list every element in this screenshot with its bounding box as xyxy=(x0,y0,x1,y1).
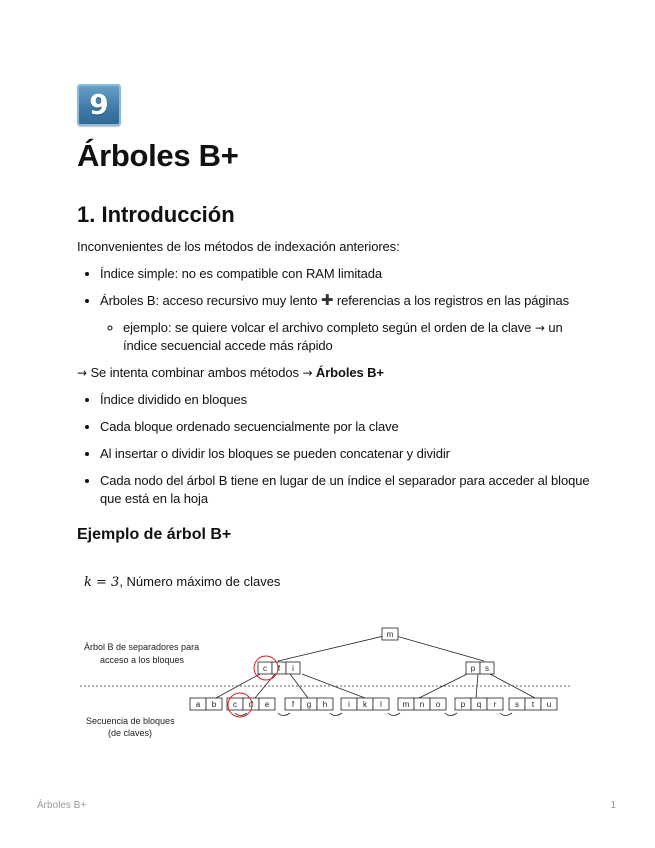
bplus-tree-diagram xyxy=(80,568,570,748)
k-value: k = 3 xyxy=(84,575,120,590)
internal-left-node-key: f xyxy=(277,664,281,673)
leaf-node-key: m xyxy=(402,700,410,709)
list-item-text: referencias a los registros en las páginas xyxy=(336,293,569,308)
leaf-node-key: d xyxy=(248,700,254,709)
page-number: 1 xyxy=(610,800,616,811)
annotation-top-line2: acceso a los bloques xyxy=(100,655,185,665)
combine-text: Se intenta combinar ambos métodos xyxy=(90,365,299,380)
internal-left-node-key: c xyxy=(263,664,267,673)
leaf-node-key: i xyxy=(348,700,350,709)
sub-list-item-text: ejemplo: se quiere volcar el archivo completo según el orden de la clave xyxy=(123,320,532,335)
leaf-node-key: e xyxy=(264,700,270,709)
arrow-right-icon: → xyxy=(77,366,87,380)
list-item: • Cada bloque ordenado secuencialmente por la clave xyxy=(100,418,597,436)
list-item: • Cada nodo del árbol B tiene en lugar de un índice el separador para acceder al bloque que está en la hoja xyxy=(100,472,597,508)
leaf-node-key: p xyxy=(460,700,466,709)
plus-icon: ✚ xyxy=(320,291,334,309)
footer-title: Árboles B+ xyxy=(37,800,87,811)
k-description: , Número máximo de claves xyxy=(119,574,281,589)
leaf-node-key: a xyxy=(195,700,201,709)
arrow-right-icon: → xyxy=(302,366,313,380)
annotation-top-line1: Árbol B de separadores para xyxy=(84,642,200,652)
drawbacks-list xyxy=(77,265,597,355)
intro-paragraph: Inconvenientes de los métodos de indexación anteriores: xyxy=(77,239,400,254)
leaf-node-key: g xyxy=(306,700,312,709)
page-content xyxy=(77,84,597,544)
list-item xyxy=(100,292,597,355)
section-title: 1. Introducción xyxy=(77,202,235,227)
list-item-text: Árboles B: acceso recursivo muy lento xyxy=(100,293,318,308)
leaf-node-key: n xyxy=(419,700,425,709)
leaf-node-key: o xyxy=(435,700,441,709)
leaf-node-key: t xyxy=(531,700,535,709)
internal-left-node-key: i xyxy=(292,664,294,673)
leaf-node-key: r xyxy=(493,700,497,709)
leaf-node-key: b xyxy=(211,700,217,709)
k-label xyxy=(84,574,281,590)
leaf-node-key: h xyxy=(322,700,328,709)
bplus-features-list xyxy=(77,391,597,508)
sub-list-item-text: un índice secuencial accede más rápido xyxy=(123,320,563,353)
chapter-title: Árboles B+ xyxy=(77,138,239,173)
internal-right-node-key: p xyxy=(470,664,476,673)
sub-list xyxy=(100,319,597,355)
leaf-node-key: q xyxy=(476,700,482,709)
combine-bold-text: Árboles B+ xyxy=(315,365,384,380)
leaf-node-key: k xyxy=(363,700,367,709)
list-item-text: Índice simple: no es compatible con RAM limitada xyxy=(100,266,383,281)
root-node-key: m xyxy=(386,630,394,639)
sub-list-item xyxy=(123,319,597,355)
leaf-node-key: s xyxy=(515,700,519,709)
list-item: • Al insertar o dividir los bloques se pueden concatenar y dividir xyxy=(100,445,597,463)
annotation-bottom-line1: Secuencia de bloques xyxy=(86,716,175,726)
leaf-node-key: f xyxy=(291,700,295,709)
leaf-node-key: u xyxy=(546,700,552,709)
internal-right-node-key: s xyxy=(485,664,489,673)
leaf-node-key: c xyxy=(233,700,237,709)
example-title: Ejemplo de árbol B+ xyxy=(77,526,232,543)
list-item xyxy=(100,265,597,283)
tree-nodes xyxy=(190,628,557,710)
annotation-bottom-line2: (de claves) xyxy=(108,728,153,738)
bplus-tree-figure xyxy=(80,568,570,748)
arrow-right-icon: → xyxy=(534,321,545,335)
leaf-node-key: l xyxy=(380,700,382,709)
list-item: • Índice dividido en bloques xyxy=(100,391,597,409)
chapter-number-badge: 9 xyxy=(77,84,121,126)
combine-paragraph xyxy=(77,364,597,382)
